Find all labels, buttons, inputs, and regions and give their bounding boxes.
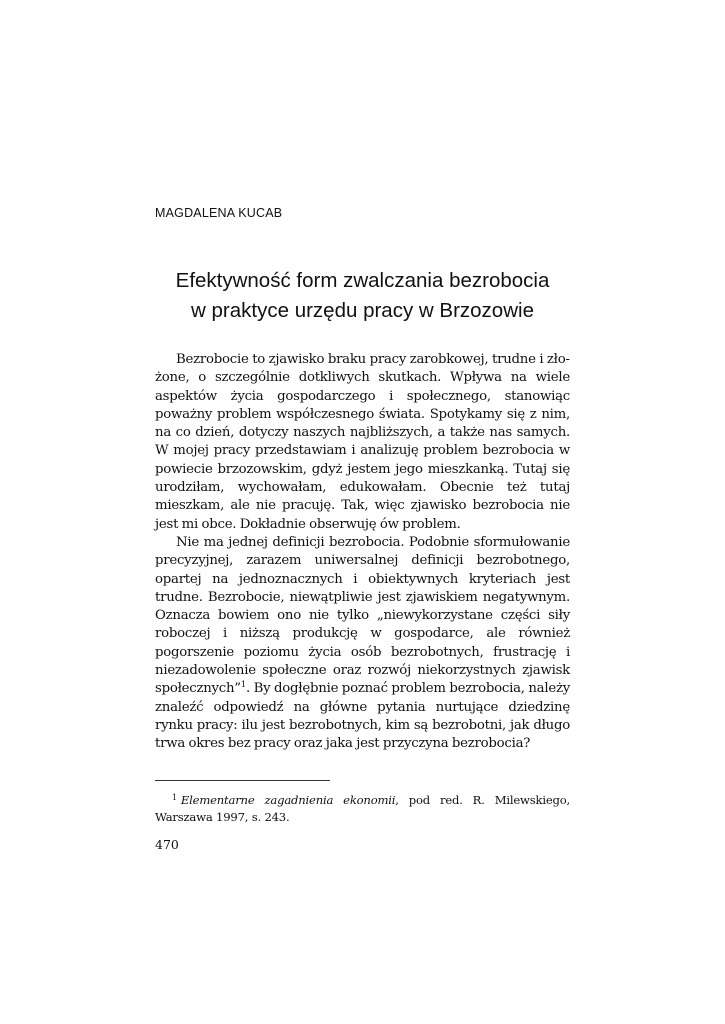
footnote-source-title: Elementarne zagadnienia ekonomii (180, 793, 396, 807)
article-title-line-2: w praktyce urzędu pracy w Brzozowie (191, 299, 534, 322)
paragraph-2-text-after-note: . By dogłębnie poznać problem bezrobocia, należy znaleźć odpowiedź na główne pytania nurtujące dziedzinę rynku pracy: ilu jest bezrobotnych, kim są bezrobotni, jak długo trwa okres bez pracy oraz jaka jest przyczyna bezrobocia? (155, 681, 570, 752)
author-name: MAGDALENA KUCAB (155, 206, 283, 220)
paragraph-2-text-before-note: Nie ma jednej definicji bezrobocia. Podobnie sformułowanie precyzyjnej, zarazem uniwersalnej definicji bezrobotnego, opartej na jednoznacznych i obiektywnych kryteriach jest trudne. Bezrobocie, niewątpliwie jest zjawiskiem negatywnym. Oznacza bowiem ono nie tylko „niewykorzystane części siły roboczej i niższą produkcję w gospodarce, ale również pogorszenie poziomu życia osób bezrobotnych, frustrację i niezadowolenie społeczne oraz rozwój niekorzystnych zjawisk społecznych” (155, 534, 570, 697)
paragraph-1: Bezrobocie to zjawisko braku pracy zarobkowej, trudne i złożone, o szczególnie dotkliwych skutkach. Wpływa na wiele aspektów życia gospodarczego i społecznego, stanowiąc poważny problem współczesnego świata. Spotykamy się z nim, na co dzień, dotyczy naszych najbliższych, a także nas samych. W mojej pracy przedstawiam i analizuję problem bezrobocia w powiecie brzozowskim, gdyż jestem jego mieszkanką. Tutaj się urodziłam, wychowałam, edukowałam. Obecnie też tutaj mieszkam, ale nie pracuję. Tak, więc zjawisko bezrobocia nie jest mi obce. Dokładnie obserwuję ów problem. (155, 352, 570, 532)
footnote-reference: 1 (240, 680, 247, 691)
footnote (155, 789, 570, 826)
footnote-mark: 1 (172, 793, 177, 802)
article-body (155, 351, 570, 754)
article-title-line-1: Efektywność form zwalczania bezrobocia (175, 269, 550, 292)
page-number: 470 (155, 837, 179, 852)
article-title (140, 266, 585, 326)
footnote-source-details: , pod red. R. Milewskiego, Warszawa 1997, s. 243. (155, 793, 570, 824)
footnote-separator (155, 780, 330, 781)
paragraph-2 (155, 534, 570, 754)
